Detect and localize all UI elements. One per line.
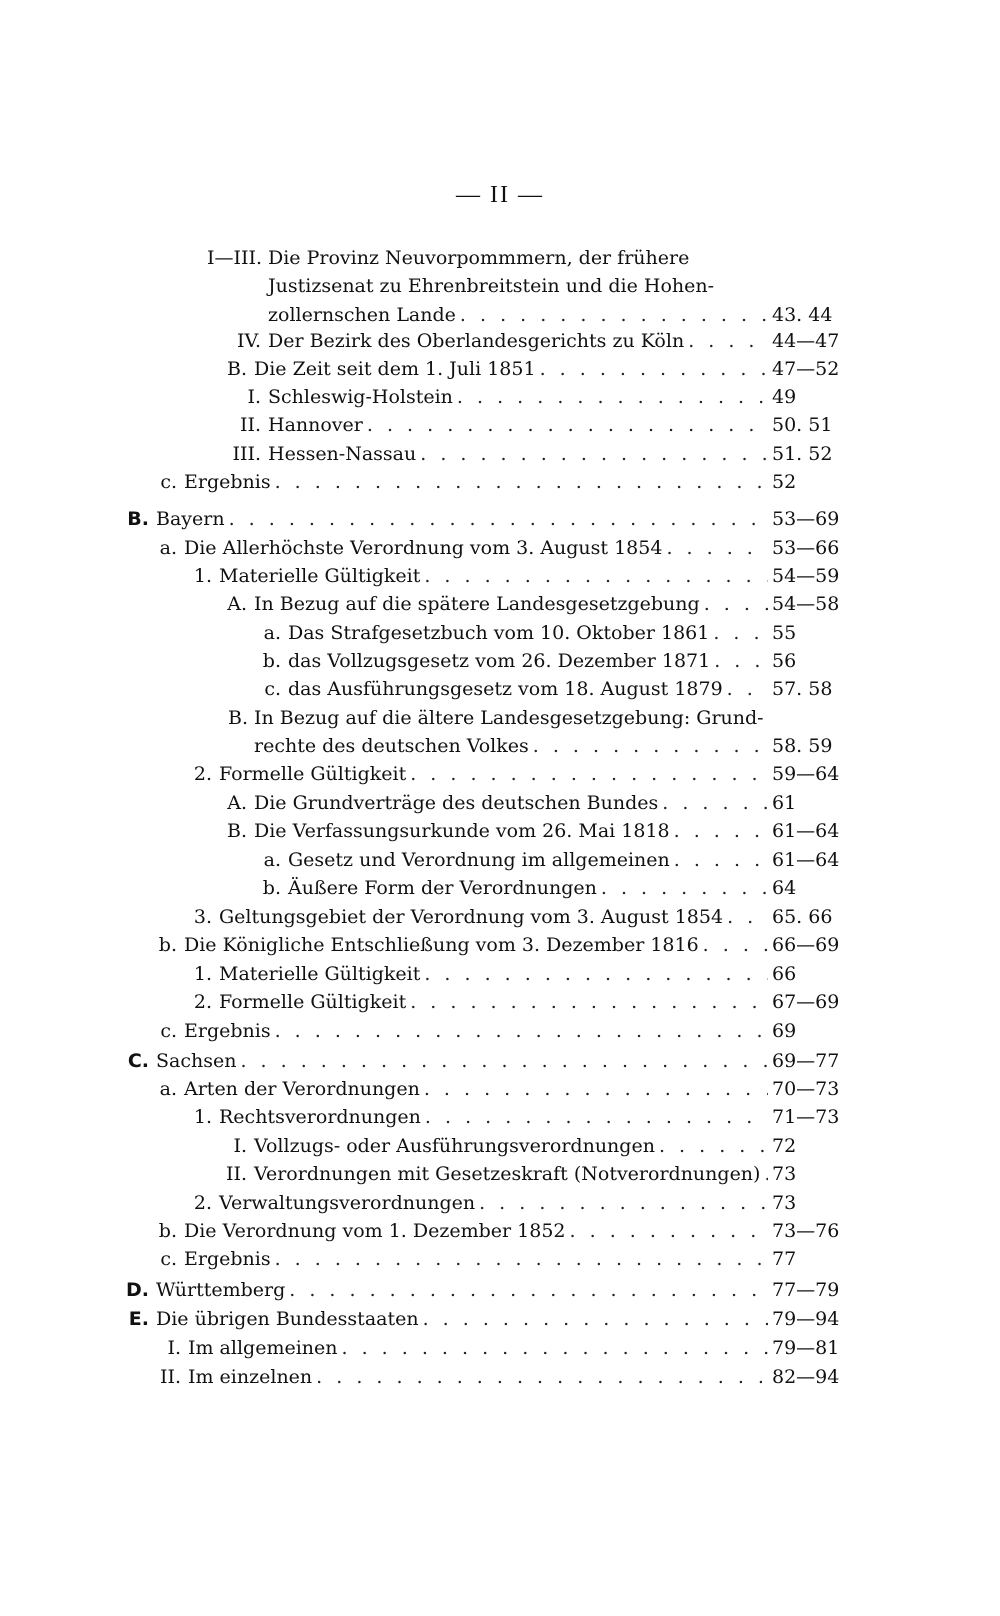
- toc-entry-title: Verwaltungsverordnungen: [219, 1192, 476, 1214]
- dot-leader: [424, 562, 768, 590]
- toc-entry-pages: 59—64: [772, 763, 840, 785]
- toc-entry-title: Das Strafgesetzbuch vom 10. Oktober 1861: [288, 622, 710, 644]
- toc-entry: [0, 1217, 1000, 1245]
- toc-entry-marker: b.: [262, 650, 281, 672]
- toc-entry: [0, 1075, 1000, 1103]
- dot-leader: [479, 1189, 768, 1217]
- dot-leader: [540, 355, 768, 383]
- toc-entry-title: Materielle Gültigkeit: [219, 963, 421, 985]
- toc-entry: [0, 903, 1000, 931]
- toc-entry: [0, 647, 1000, 675]
- toc-entry-pages: 47—52: [772, 358, 840, 380]
- toc-entry-marker: A.: [227, 792, 247, 814]
- toc-entry-title: Sachsen: [156, 1050, 237, 1072]
- toc-entry-title: Ergebnis: [184, 1020, 271, 1042]
- toc-entry-pages: 58. 59: [772, 735, 833, 758]
- toc-entry: [0, 301, 1000, 329]
- toc-entry-title: Der Bezirk des Oberlandesgerichts zu Köln: [268, 330, 685, 352]
- toc-entry-pages: 66—69: [772, 934, 840, 956]
- toc-entry-title: Geltungsgebiet der Verordnung vom 3. August 1854: [219, 906, 724, 928]
- toc-entry: [0, 440, 1000, 468]
- toc-entry: [0, 327, 1000, 355]
- toc-entry: [0, 960, 1000, 988]
- toc-entry: [0, 1276, 1000, 1304]
- toc-entry: [0, 1189, 1000, 1217]
- toc-entry-pages: 43. 44: [772, 303, 833, 326]
- dot-leader: [423, 1305, 768, 1333]
- toc-entry-marker: B.: [226, 820, 247, 842]
- toc-entry-marker: IV.: [237, 330, 261, 352]
- toc-entry-title: Hannover: [268, 414, 363, 436]
- dot-leader: [367, 411, 768, 439]
- toc-entry-marker: B.: [127, 508, 149, 530]
- toc-entry-marker: a.: [263, 849, 281, 871]
- toc-entry-pages: 69—77: [772, 1050, 840, 1072]
- toc-entry-pages: 54—58: [772, 593, 840, 615]
- toc-entry-title: In Bezug auf die spätere Landesgesetzgebung: [254, 593, 700, 615]
- toc-entry: [0, 468, 1000, 496]
- toc-entry-title: Die Verordnung vom 1. Dezember 1852: [184, 1220, 566, 1242]
- toc-entry-marker: 3.: [193, 906, 212, 928]
- toc-entry-title: Die Zeit seit dem 1. Juli 1851: [254, 358, 536, 380]
- toc-entry-title: Rechtsverordnungen: [219, 1106, 421, 1128]
- dot-leader: [688, 327, 768, 355]
- dot-leader: [727, 903, 768, 931]
- dot-leader: [289, 1276, 768, 1304]
- toc-entry: [0, 732, 1000, 760]
- dot-leader: [533, 732, 768, 760]
- dot-leader: [457, 383, 768, 411]
- toc-entry-title: Verordnungen mit Gesetzeskraft (Notverordnungen): [254, 1163, 761, 1185]
- toc-entry-title: Bayern: [156, 508, 225, 530]
- toc-entry-pages: 79—81: [772, 1337, 840, 1359]
- toc-entry-pages: 53—66: [772, 537, 840, 559]
- toc-entry: [0, 675, 1000, 703]
- toc-entry-pages: 64: [772, 877, 797, 899]
- toc-entry: [0, 1245, 1000, 1273]
- toc-entry-marker: c.: [160, 471, 177, 493]
- toc-entry-pages: 73: [772, 1192, 797, 1214]
- dot-leader: [460, 301, 768, 329]
- toc-entry: [0, 1363, 1000, 1391]
- toc-entry: [0, 817, 1000, 845]
- toc-entry-title: Ergebnis: [184, 471, 271, 493]
- toc-entry-pages: 51. 52: [772, 443, 833, 465]
- toc-entry-title: Schleswig-Holstein: [268, 386, 453, 408]
- dot-leader: [713, 619, 768, 647]
- toc-entry-title: rechte des deutschen Volkes: [254, 735, 529, 758]
- dot-leader: [275, 1245, 768, 1273]
- toc-entry-marker: 1.: [193, 1106, 212, 1128]
- toc-entry-pages: 73: [772, 1163, 797, 1185]
- dot-leader: [674, 817, 768, 845]
- dot-leader: [714, 647, 768, 675]
- toc-entry-pages: 70—73: [772, 1078, 840, 1100]
- toc-entry-marker: II.: [225, 1163, 247, 1185]
- toc-entry: [0, 789, 1000, 817]
- dot-leader: [229, 505, 768, 533]
- toc-entry-marker: a.: [263, 622, 281, 644]
- toc-entry-title: Vollzugs- oder Ausführungsverordnungen: [254, 1135, 655, 1157]
- toc-entry-marker: B.: [227, 707, 248, 729]
- toc-entry-title: Formelle Gültigkeit: [219, 991, 407, 1013]
- toc-entry: [0, 355, 1000, 383]
- toc-entry-marker: 1.: [193, 963, 212, 985]
- toc-entry-marker: 2.: [193, 991, 212, 1013]
- toc-entry: [0, 1017, 1000, 1045]
- toc-entry-pages: 44—47: [772, 330, 840, 352]
- toc-entry-title: Die Königliche Entschließung vom 3. Dezember 1816: [184, 934, 699, 956]
- toc-entry-title: Äußere Form der Verordnungen: [288, 877, 597, 899]
- toc-entry: [0, 1305, 1000, 1333]
- toc-entry-title: Die Verfassungsurkunde vom 26. Mai 1818: [254, 820, 670, 842]
- toc-entry-marker: C.: [127, 1050, 149, 1072]
- toc-entry: [0, 383, 1000, 411]
- toc-entry: [0, 590, 1000, 618]
- toc-entry-marker: III.: [232, 443, 261, 465]
- toc-entry-marker: A.: [227, 593, 247, 615]
- toc-entry-marker: I—III.: [206, 247, 262, 269]
- toc-entry-title: das Ausführungsgesetz vom 18. August 1879: [288, 678, 723, 700]
- toc-entry-marker: c.: [264, 678, 281, 700]
- toc-entry-title: zollernschen Lande: [268, 303, 456, 326]
- toc-entry: [0, 534, 1000, 562]
- toc-entry-pages: 82—94: [772, 1366, 840, 1388]
- dot-leader: [425, 1103, 768, 1131]
- dot-leader: [420, 440, 768, 468]
- dot-leader: [342, 1334, 768, 1362]
- toc-entry-pages: 73—76: [772, 1220, 840, 1242]
- dot-leader: [240, 1047, 768, 1075]
- toc-entry-pages: 61—64: [772, 849, 840, 871]
- toc-entry-pages: 55: [772, 622, 797, 644]
- toc-entry: [0, 619, 1000, 647]
- dot-leader: [316, 1363, 768, 1391]
- toc-entry-marker: b.: [158, 1220, 177, 1242]
- toc-entry: [0, 562, 1000, 590]
- toc-entry-pages: 50. 51: [772, 414, 833, 436]
- toc-entry-pages: 54—59: [772, 565, 840, 587]
- toc-entry-title: Württemberg: [156, 1279, 286, 1301]
- dot-leader: [703, 931, 768, 959]
- dot-leader: [410, 988, 768, 1016]
- dot-leader: [275, 1017, 768, 1045]
- toc-entry: [0, 988, 1000, 1016]
- toc-entry-marker: b.: [158, 934, 177, 956]
- toc-entry: [0, 931, 1000, 959]
- toc-entry-marker: I.: [247, 386, 261, 408]
- toc-entry: [0, 1103, 1000, 1131]
- toc-entry-marker: E.: [128, 1308, 149, 1330]
- toc-entry-pages: 71—73: [772, 1106, 840, 1128]
- toc-entry-title: Die Allerhöchste Verordnung vom 3. August 1854: [184, 537, 663, 559]
- toc-entry-marker: B.: [226, 358, 247, 380]
- toc-entry-pages: 61—64: [772, 820, 840, 842]
- toc-entry-marker: a.: [159, 1078, 177, 1100]
- toc-entry-marker: a.: [159, 537, 177, 559]
- dot-leader: [666, 534, 768, 562]
- toc-entry-marker: 1.: [193, 565, 212, 587]
- dot-leader: [424, 960, 768, 988]
- toc-entry: [0, 846, 1000, 874]
- toc-entry-pages: 79—94: [772, 1308, 840, 1330]
- toc-entry-title-line: In Bezug auf die ältere Landesgesetzgebung: Grund-: [254, 707, 764, 729]
- toc-entry-pages: 66: [772, 963, 797, 985]
- toc-entry: [0, 1132, 1000, 1160]
- toc-entry-marker: II.: [159, 1366, 181, 1388]
- toc-entry-title: Im einzelnen: [188, 1366, 313, 1388]
- toc-entry-pages: 67—69: [772, 991, 840, 1013]
- dot-leader: [424, 1075, 768, 1103]
- toc-entry-marker: b.: [262, 877, 281, 899]
- toc-entry-title: das Vollzugsgesetz vom 26. Dezember 1871: [288, 650, 711, 672]
- dot-leader: [662, 789, 768, 817]
- toc-entry-title-line: Die Provinz Neuvorpommmern, der frühere: [268, 247, 690, 269]
- toc-entry-title: Hessen-Nassau: [268, 443, 417, 465]
- toc-entry-title-line: Justizsenat zu Ehrenbreitstein und die Hohen-: [268, 275, 715, 298]
- toc-entry-pages: 65. 66: [772, 906, 833, 928]
- page-number-header: — II —: [456, 182, 544, 208]
- toc-entry-title: Ergebnis: [184, 1248, 271, 1270]
- toc-entry-pages: 56: [772, 650, 797, 672]
- dot-leader: [410, 760, 768, 788]
- toc-entry: [0, 874, 1000, 902]
- toc-entry-pages: 77—79: [772, 1279, 840, 1301]
- dot-leader: [659, 1132, 768, 1160]
- toc-entry: [0, 760, 1000, 788]
- dot-leader: [570, 1217, 768, 1245]
- toc-entry-pages: 57. 58: [772, 678, 833, 700]
- toc-entry-marker: 2.: [193, 1192, 212, 1214]
- toc-entry-pages: 77: [772, 1248, 797, 1270]
- toc-entry-pages: 72: [772, 1135, 797, 1157]
- toc-entry-title: Die Grundverträge des deutschen Bundes: [254, 792, 659, 814]
- toc-entry-pages: 61: [772, 792, 797, 814]
- toc-entry-pages: 69: [772, 1020, 797, 1042]
- dot-leader: [674, 846, 768, 874]
- dot-leader: [727, 675, 768, 703]
- dot-leader: [275, 468, 768, 496]
- toc-entry: [0, 411, 1000, 439]
- toc-entry: [0, 1334, 1000, 1362]
- toc-entry-marker: I.: [233, 1135, 247, 1157]
- toc-entry-title: Materielle Gültigkeit: [219, 565, 421, 587]
- toc-entry-marker: I.: [167, 1337, 181, 1359]
- toc-entry-pages: 52: [772, 471, 797, 493]
- toc-entry-pages: 53—69: [772, 508, 840, 530]
- toc-entry: [0, 505, 1000, 533]
- toc-entry: [0, 1160, 1000, 1188]
- toc-entry-marker: II.: [239, 414, 261, 436]
- toc-entry-marker: D.: [126, 1279, 149, 1301]
- dot-leader: [704, 590, 768, 618]
- toc-entry-title: Die übrigen Bundesstaaten: [156, 1308, 419, 1330]
- dot-leader: [601, 874, 768, 902]
- toc-entry-marker: 2.: [193, 763, 212, 785]
- toc-entry-pages: 49: [772, 386, 797, 408]
- toc-entry-title: Gesetz und Verordnung im allgemeinen: [288, 849, 670, 871]
- toc-entry-title: Im allgemeinen: [188, 1337, 338, 1359]
- toc-entry-marker: c.: [160, 1248, 177, 1270]
- toc-entry-marker: c.: [160, 1020, 177, 1042]
- toc-entry: [0, 1047, 1000, 1075]
- toc-entry-title: Arten der Verordnungen: [184, 1078, 420, 1100]
- toc-entry-title: Formelle Gültigkeit: [219, 763, 407, 785]
